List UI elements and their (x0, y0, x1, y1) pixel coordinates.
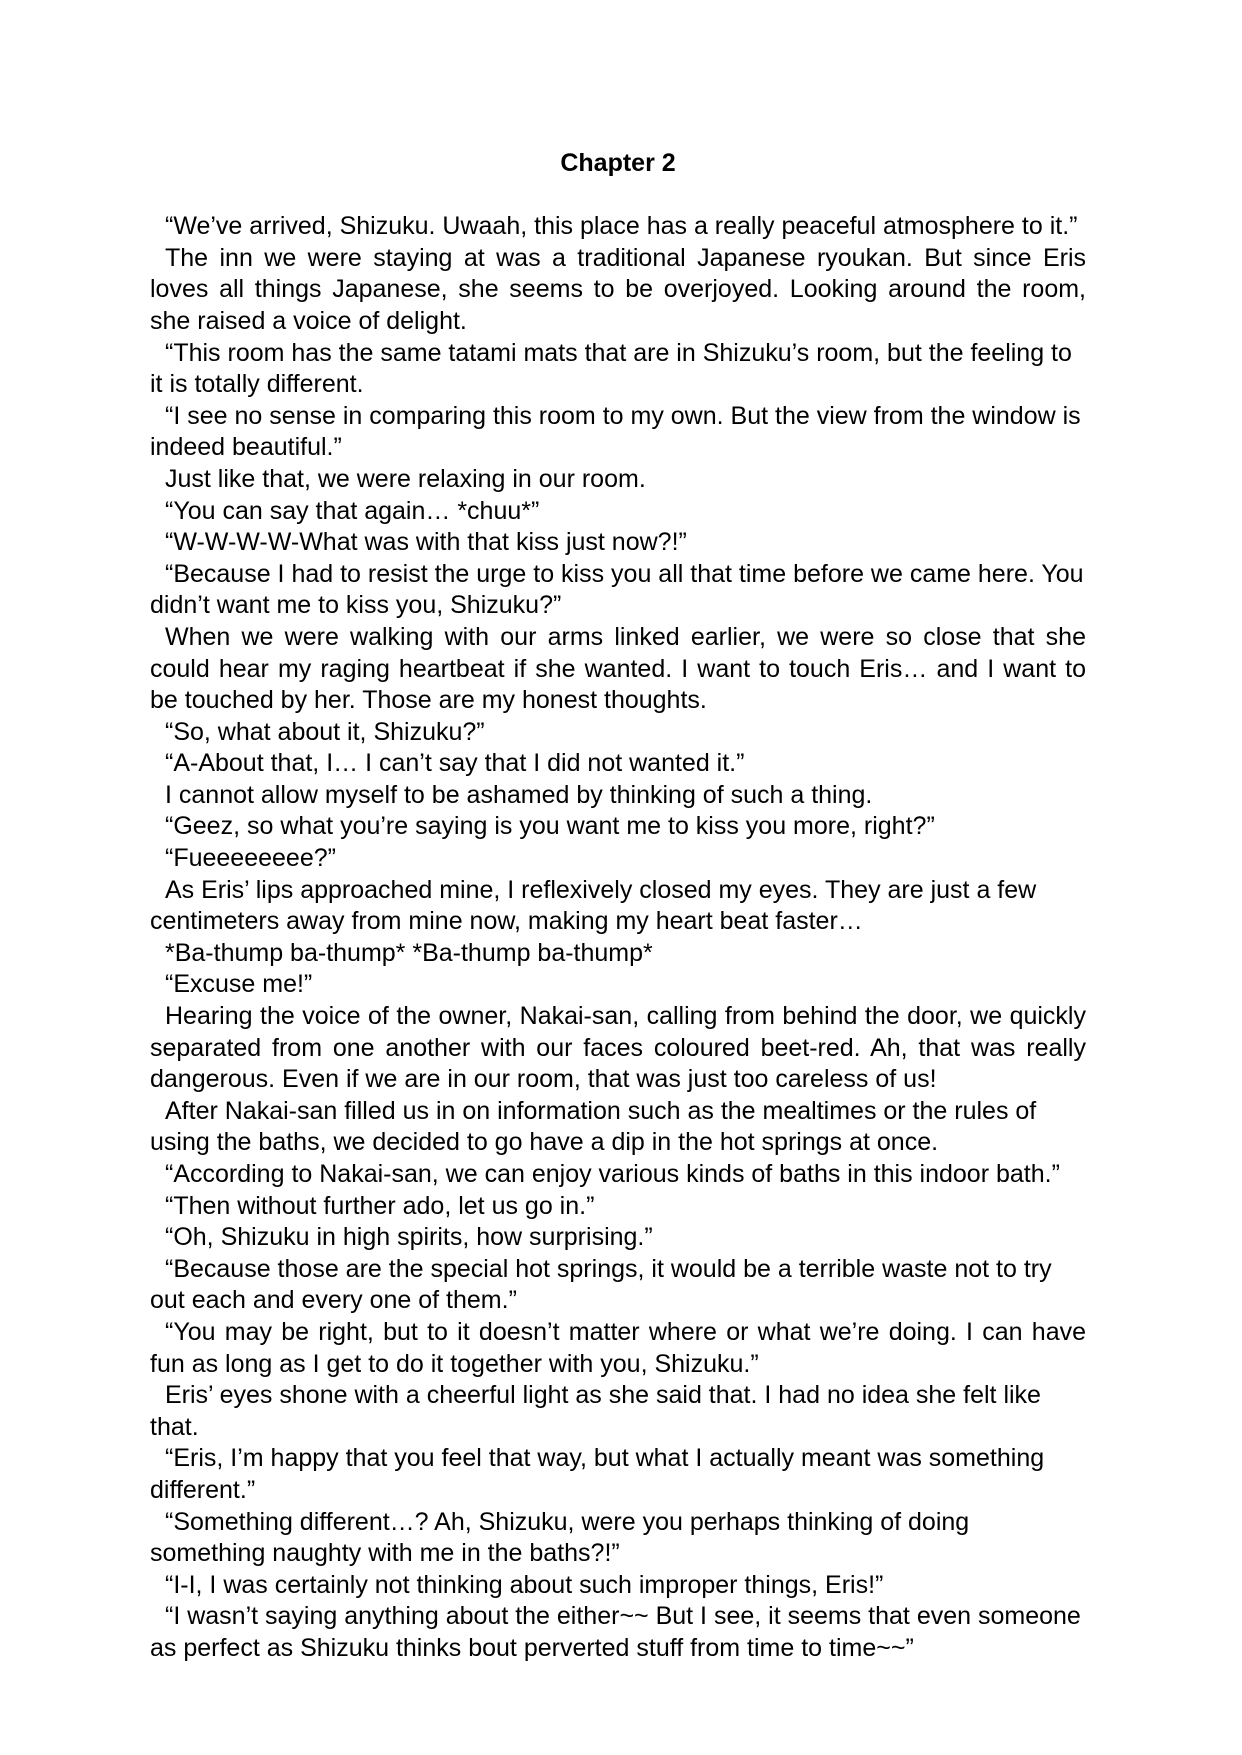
paragraph-8: “Because I had to resist the urge to kiss you all that time before we came here. You didn’t want me to kiss you, Shizuku?” (150, 559, 1084, 620)
paragraph-2: The inn we were staying at was a traditional Japanese ryoukan. But since Eris loves all things Japanese, she seems to be overjoyed. Looking around the room, she raised a voice of delight. (150, 243, 1086, 335)
paragraph-15: As Eris’ lips approached mine, I reflexively closed my eyes. They are just a few centimeters away from mine now, making my heart beat faster… (150, 875, 1037, 936)
paragraph-26: “Eris, I’m happy that you feel that way, but what I actually meant was something different.” (150, 1444, 1045, 1504)
paragraph-24: “You may be right, but to it doesn’t matter where or what we’re doing. I can have fun as long as I get to do it together with you, Shizuku.” (150, 1317, 1086, 1378)
paragraph-17: “Excuse me!” (165, 970, 313, 999)
paragraph-21: “Then without further ado, let us go in.” (165, 1191, 595, 1220)
paragraph-11: “A-About that, I… I can’t say that I did not wanted it.” (165, 749, 745, 778)
paragraph-3: “This room has the same tatami mats that are in Shizuku’s room, but the feeling to it is totally different. (150, 338, 1072, 399)
paragraph-19: After Nakai-san filled us in on information such as the mealtimes or the rules of using the baths, we decided to go have a dip in the hot springs at once. (150, 1096, 1037, 1157)
paragraph-27: “Something different…? Ah, Shizuku, were you perhaps thinking of doing something naughty with me in the baths?!” (150, 1507, 970, 1568)
paragraph-10: “So, what about it, Shizuku?” (165, 717, 485, 746)
chapter-title: Chapter 2 (560, 149, 676, 177)
paragraph-1: “We’ve arrived, Shizuku. Uwaah, this place has a really peaceful atmosphere to it.” (165, 212, 1078, 241)
paragraph-29: “I wasn’t saying anything about the either~~ But I see, it seems that even someone as perfect as Shizuku thinks bout perverted stuff from time to time~~” (150, 1602, 1081, 1662)
paragraph-12: I cannot allow myself to be ashamed by thinking of such a thing. (165, 780, 873, 809)
paragraph-20: “According to Nakai-san, we can enjoy various kinds of baths in this indoor bath.” (165, 1160, 1060, 1188)
paragraph-14: “Fueeeeeeee?” (165, 844, 336, 873)
paragraph-4: “I see no sense in comparing this room to my own. But the view from the window is indeed beautiful.” (150, 401, 1081, 462)
paragraph-7: “W-W-W-W-What was with that kiss just now?!” (165, 528, 687, 557)
paragraph-28: “I-I, I was certainly not thinking about such improper things, Eris!” (165, 1570, 884, 1599)
paragraph-25: Eris’ eyes shone with a cheerful light as she said that. I had no idea she felt like that. (150, 1381, 1041, 1441)
paragraph-18: Hearing the voice of the owner, Nakai-san, calling from behind the door, we quickly separated from one another with our faces coloured beet-red. Ah, that was really dangerous. Even if we are in our room, that was just too careless of us! (150, 1002, 1086, 1094)
paragraph-22: “Oh, Shizuku in high spirits, how surprising.” (165, 1223, 653, 1252)
paragraph-23: “Because those are the special hot springs, it would be a terrible waste not to try out each and every one of them.” (150, 1254, 1052, 1315)
paragraph-container (150, 211, 1086, 1664)
paragraph-16: *Ba-thump ba-thump* *Ba-thump ba-thump* (165, 938, 653, 967)
paragraph-6: “You can say that again… *chuu*” (165, 496, 540, 525)
paragraph-9: When we were walking with our arms linked earlier, we were so close that she could hear my raging heartbeat if she wanted. I want to touch Eris… and I want to be touched by her. Those are my honest thoughts. (150, 622, 1086, 715)
paragraph-13: “Geez, so what you’re saying is you want me to kiss you more, right?” (165, 812, 935, 841)
paragraph-5: Just like that, we were relaxing in our room. (165, 464, 646, 493)
